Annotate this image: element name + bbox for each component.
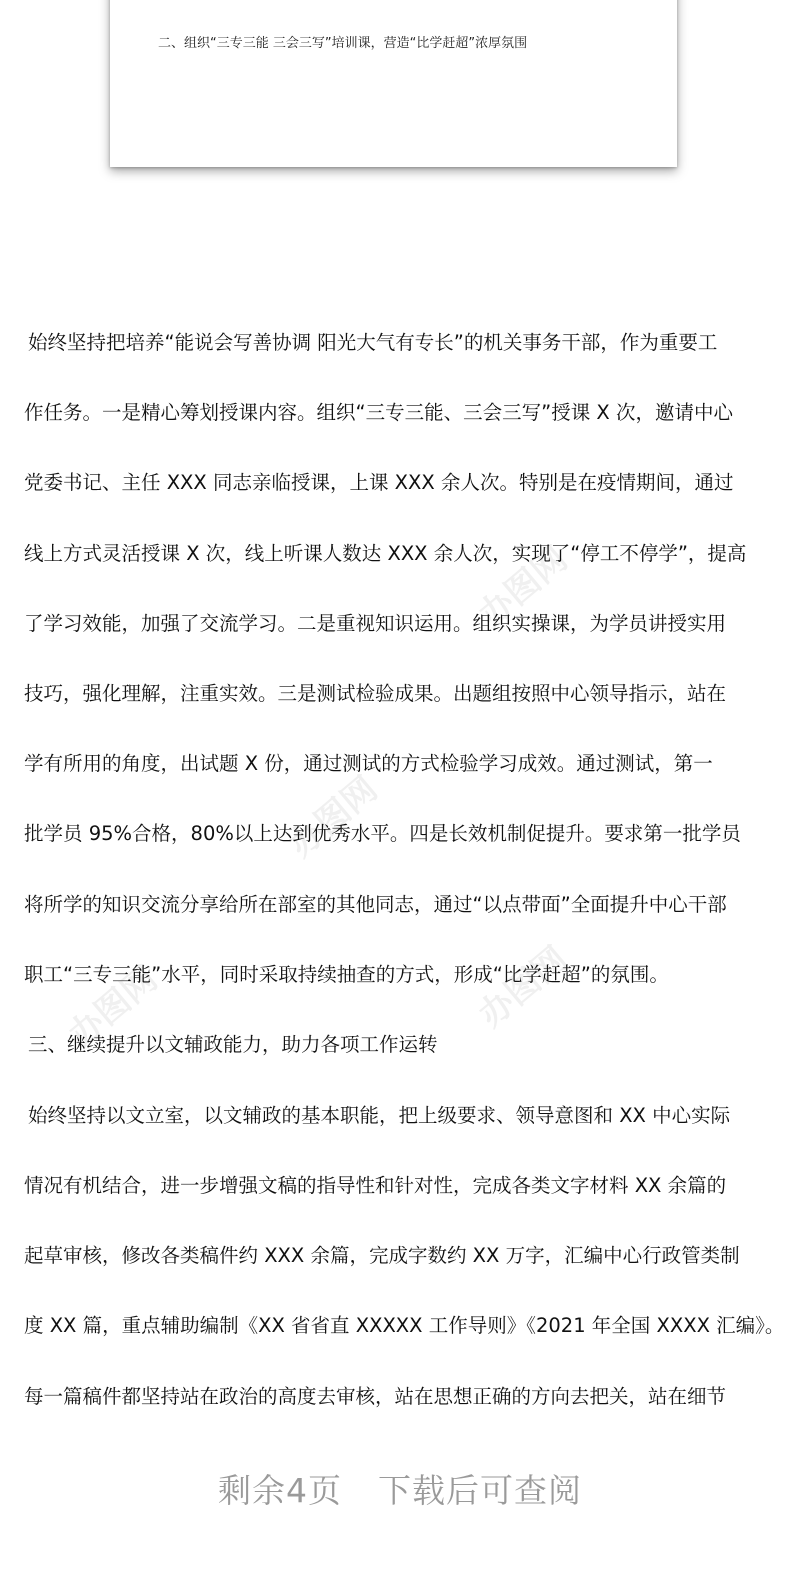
paragraph-line: 始终坚持把培养“能说会写善协调 阳光大气有专长”的机关事务干部，作为重要工 (28, 331, 718, 354)
paragraph-line: 作任务。一是精心筹划授课内容。组织“三专三能、三会三写”授课 X 次，邀请中心 (24, 401, 733, 424)
watermark: 办图网 (471, 939, 576, 1036)
download-to-view-label: 下载后可查阅 (378, 1471, 582, 1510)
paragraph-line: 党委书记、主任 XXX 同志亲临授课，上课 XXX 余人次。特别是在疫情期间，通过 (24, 471, 734, 494)
watermark: 办图网 (61, 959, 166, 1056)
download-prompt[interactable] (0, 1471, 800, 1511)
paragraph-line: 学有所用的角度，出试题 X 份，通过测试的方式检验学习成效。通过测试，第一 (24, 752, 713, 775)
paragraph-line: 线上方式灵活授课 X 次，线上听课人数达 XXX 余人次，实现了“停工不停学”，提高 (24, 542, 747, 565)
paragraph-line: 了学习效能，加强了交流学习。二是重视知识运用。组织实操课，为学员讲授实用 (24, 612, 727, 635)
watermark: 办图网 (471, 539, 576, 636)
paragraph-line: 始终坚持以文立室，以文辅政的基本职能，把上级要求、领导意图和 XX 中心实际 (28, 1104, 731, 1127)
paragraph-line: 每一篇稿件都坚持站在政治的高度去审核，站在思想正确的方向去把关，站在细节 (24, 1385, 727, 1408)
paragraph-line: 起草审核，修改各类稿件约 XXX 余篇，完成字数约 XX 万字，汇编中心行政管类制 (24, 1244, 740, 1267)
paragraph-line: 职工“三专三能”水平，同时采取持续抽查的方式，形成“比学赶超”的氛围。 (24, 963, 669, 986)
paragraph-line: 情况有机结合，进一步增强文稿的指导性和针对性，完成各类文字材料 XX 余篇的 (24, 1174, 727, 1197)
remaining-pages-label: 剩余4页 (218, 1471, 342, 1510)
section-heading: 三、继续提升以文辅政能力，助力各项工作运转 (28, 1033, 438, 1056)
paragraph-line: 技巧，强化理解，注重实效。三是测试检验成果。出题组按照中心领导指示，站在 (24, 682, 727, 705)
paragraph-line: 批学员 95%合格，80%以上达到优秀水平。四是长效机制促提升。要求第一批学员 (24, 822, 741, 845)
paragraph-line: 将所学的知识交流分享给所在部室的其他同志，通过“以点带面”全面提升中心干部 (24, 893, 727, 916)
preview-card (110, 0, 677, 167)
watermark: 办图网 (281, 769, 386, 866)
paragraph-line: 度 XX 篇，重点辅助编制《XX 省省直 XXXXX 工作导则》《2021 年全国 XXXX 汇编》。 (24, 1314, 785, 1337)
preview-heading: 二、组织“三专三能 三会三写”培训课，营造“比学赶超”浓厚氛围 (158, 36, 528, 51)
